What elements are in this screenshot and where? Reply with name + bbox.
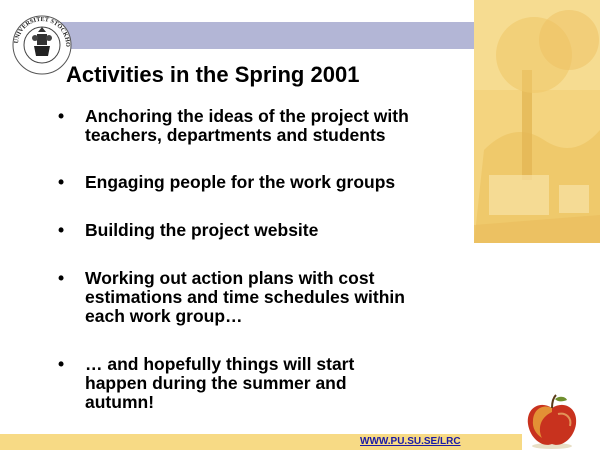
bullet-marker: • xyxy=(58,354,65,374)
bullet-item xyxy=(58,221,468,240)
bullet-item xyxy=(58,269,468,326)
bullet-marker: • xyxy=(58,220,65,240)
bullet-text-line: Anchoring the ideas of the project with xyxy=(85,106,409,126)
apple-icon xyxy=(522,394,582,450)
bullet-text-line: estimations and time schedules within xyxy=(85,287,405,307)
bullet-text-line: Building the project website xyxy=(85,220,319,240)
bullet-item xyxy=(58,355,468,412)
bullet-marker: • xyxy=(58,106,65,126)
bullet-text-line: Engaging people for the work groups xyxy=(85,172,396,192)
bullet-text-line: autumn! xyxy=(85,392,155,412)
header-bar xyxy=(42,22,474,49)
svg-text:UNIVERSITET STOCKHOLMS: UNIVERSITET STOCKHO xyxy=(12,15,72,48)
bullet-text-line: … and hopefully things will start xyxy=(85,354,355,374)
bullet-text-line: each work group… xyxy=(85,306,243,326)
page-title: Activities in the Spring 2001 xyxy=(66,62,360,87)
bullet-list xyxy=(58,107,468,412)
website-link[interactable]: WWW.PU.SU.SE/LRC xyxy=(360,436,461,447)
bullet-marker: • xyxy=(58,172,65,192)
bullet-text-line: Working out action plans with cost xyxy=(85,268,375,288)
bullet-text-line: teachers, departments and students xyxy=(85,125,386,145)
bullet-marker: • xyxy=(58,268,65,288)
bullet-text-line: happen during the summer and xyxy=(85,373,347,393)
bullet-item xyxy=(58,173,468,192)
bullet-item xyxy=(58,107,468,145)
campus-photo xyxy=(474,0,600,243)
university-seal xyxy=(10,14,74,76)
